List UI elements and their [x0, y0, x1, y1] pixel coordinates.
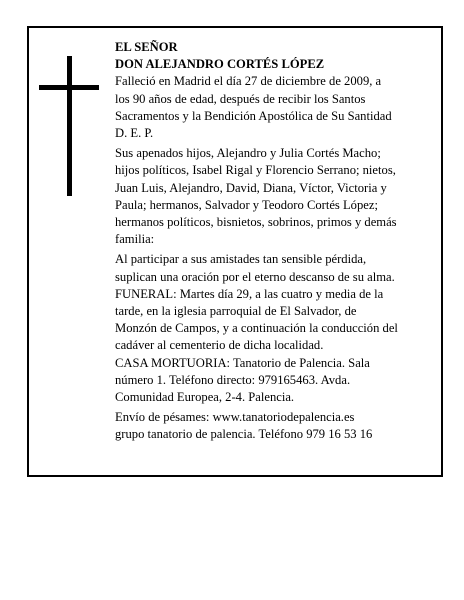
heading-title: EL SEÑOR: [115, 40, 178, 54]
text-line: Juan Luis, Alejandro, David, Diana, Víctor, Victoria y: [115, 180, 387, 195]
text-line: Paula; hermanos, Salvador y Teodoro Cortés López;: [115, 197, 378, 212]
paragraph-prayer: [115, 251, 425, 285]
paragraph-condolences: [115, 409, 425, 443]
obituary-text: [115, 39, 425, 444]
text-line: Envío de pésames: www.tanatoriodepalencia.es: [115, 410, 355, 425]
text-line: Al participar a sus amistades tan sensible pérdida,: [115, 252, 367, 267]
text-line: CASA MORTUORIA: Tanatorio de Palencia. Sala: [115, 355, 370, 370]
paragraph-funeral: [115, 286, 425, 355]
text-line: hermanos políticos, bisnietos, sobrinos, primos y demás: [115, 215, 397, 230]
cross-icon-bar: [39, 85, 99, 90]
text-line: suplican una oración por el eterno descanso de su alma.: [115, 269, 395, 284]
deceased-name: DON ALEJANDRO CORTÉS LÓPEZ: [115, 57, 325, 72]
text-line: Falleció en Madrid el día 27 de diciembre de 2009, a: [115, 74, 382, 89]
text-line: número 1. Teléfono directo: 979165463. Avda.: [115, 372, 351, 387]
text-line: FUNERAL: Martes día 29, a las cuatro y media de la: [115, 286, 384, 301]
obituary-notice: [27, 26, 443, 477]
cross-icon: [67, 56, 72, 196]
text-line: Sacramentos y la Bendición Apostólica de Su Santidad: [115, 108, 392, 123]
text-line: D. E. P.: [115, 126, 154, 141]
text-line: los 90 años de edad, después de recibir los Santos: [115, 91, 366, 106]
text-line: hijos políticos, Isabel Rigal y Florencio Serrano; nietos,: [115, 163, 396, 178]
text-line: cadáver al cementerio de dicha localidad.: [115, 338, 324, 353]
text-line: Monzón de Campos, y a continuación la conducción del: [115, 321, 398, 336]
paragraph-death: [115, 73, 425, 142]
text-line: tarde, en la iglesia parroquial de El Salvador, de: [115, 304, 357, 319]
paragraph-family: [115, 145, 425, 248]
text-line: grupo tanatorio de palencia. Teléfono 979 16 53 16: [115, 427, 373, 442]
paragraph-funeral-home: [115, 355, 425, 407]
text-line: familia:: [115, 232, 155, 247]
text-line: Sus apenados hijos, Alejandro y Julia Cortés Macho;: [115, 146, 381, 161]
text-line: Comunidad Europea, 2-4. Palencia.: [115, 390, 295, 405]
